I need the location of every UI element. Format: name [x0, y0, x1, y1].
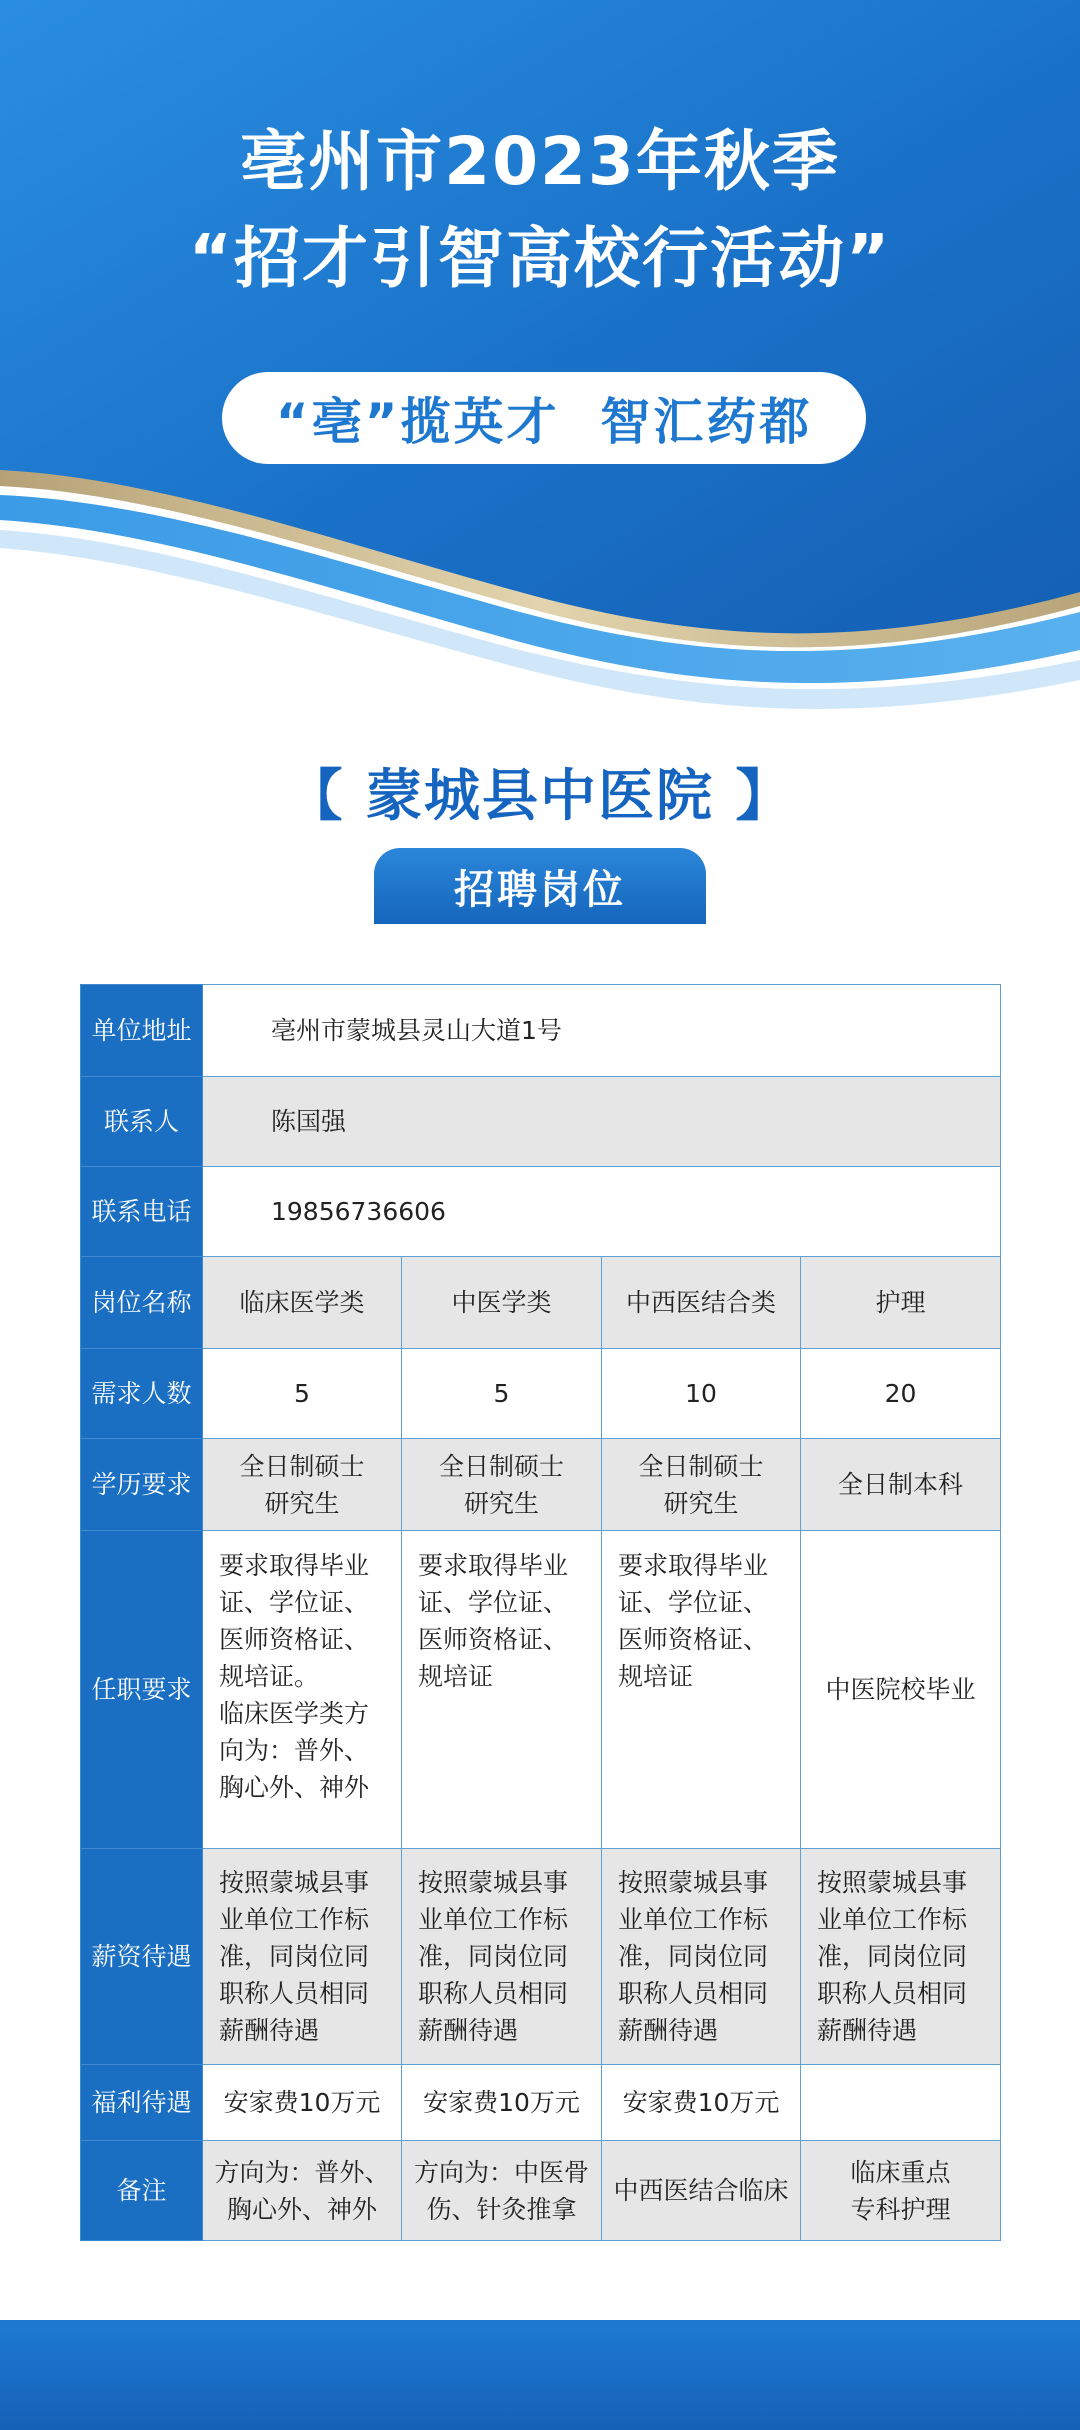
table-row-remarks: [81, 2141, 1001, 2241]
row-header-headcount: 需求人数: [81, 1349, 203, 1439]
requirements-cell: 要求取得毕业 证、学位证、 医师资格证、 规培证: [602, 1531, 801, 1849]
table-row-requirements: [81, 1531, 1001, 1849]
remarks-cell: 方向为：普外、 胸心外、神外: [203, 2141, 402, 2241]
salary-cell: 按照蒙城县事 业单位工作标 准，同岗位同 职称人员相同 薪酬待遇: [402, 1849, 602, 2065]
salary-cell: 按照蒙城县事 业单位工作标 准，同岗位同 职称人员相同 薪酬待遇: [203, 1849, 402, 2065]
requirements-cell: 要求取得毕业 证、学位证、 医师资格证、 规培证。 临床医学类方 向为：普外、 胸心外、神外: [203, 1531, 402, 1849]
row-header-contact: 联系人: [81, 1077, 203, 1167]
hospital-name: 【 蒙城县中医院 】: [286, 764, 794, 829]
row-header-phone: 联系电话: [81, 1167, 203, 1257]
salary-cell: 按照蒙城县事 业单位工作标 准，同岗位同 职称人员相同 薪酬待遇: [801, 1849, 1001, 2065]
phone-value: 19856736606: [203, 1167, 1001, 1257]
remarks-cell: 临床重点 专科护理: [801, 2141, 1001, 2241]
row-header-benefits: 福利待遇: [81, 2065, 203, 2141]
table-row-positions: [81, 1257, 1001, 1349]
row-header-positions: 岗位名称: [81, 1257, 203, 1349]
section-tab-label: 招聘岗位: [454, 866, 626, 913]
headcount-cell: 5: [402, 1349, 602, 1439]
benefits-cell: 安家费10万元: [402, 2065, 602, 2141]
requirements-cell: 中医院校毕业: [801, 1531, 1001, 1849]
row-header-education: 学历要求: [81, 1439, 203, 1531]
position-cell: 护理: [801, 1257, 1001, 1349]
table-row-address: [81, 985, 1001, 1077]
slogan-pill: [222, 372, 866, 464]
header-banner: [0, 0, 1080, 740]
position-cell: 临床医学类: [203, 1257, 402, 1349]
title-line-2: “招才引智高校行活动”: [188, 220, 892, 297]
table-row-benefits: [81, 2065, 1001, 2141]
remarks-cell: 方向为：中医骨 伤、针灸推拿: [402, 2141, 602, 2241]
contact-value: 陈国强: [203, 1077, 1001, 1167]
table-row-salary: [81, 1849, 1001, 2065]
education-cell: 全日制硕士 研究生: [402, 1439, 602, 1531]
table-row-education: [81, 1439, 1001, 1531]
education-cell: 全日制硕士 研究生: [602, 1439, 801, 1531]
row-header-requirements: 任职要求: [81, 1531, 203, 1849]
table-row-contact: [81, 1077, 1001, 1167]
table-row-phone: [81, 1167, 1001, 1257]
headcount-cell: 5: [203, 1349, 402, 1439]
headcount-cell: 10: [602, 1349, 801, 1439]
requirements-cell: 要求取得毕业 证、学位证、 医师资格证、 规培证: [402, 1531, 602, 1849]
position-cell: 中西医结合类: [602, 1257, 801, 1349]
position-cell: 中医学类: [402, 1257, 602, 1349]
address-value: 亳州市蒙城县灵山大道1号: [203, 985, 1001, 1077]
row-header-salary: 薪资待遇: [81, 1849, 203, 2065]
education-cell: 全日制本科: [801, 1439, 1001, 1531]
benefits-cell: [801, 2065, 1001, 2141]
salary-cell: 按照蒙城县事 业单位工作标 准，同岗位同 职称人员相同 薪酬待遇: [602, 1849, 801, 2065]
benefits-cell: 安家费10万元: [602, 2065, 801, 2141]
table-row-headcount: [81, 1349, 1001, 1439]
headcount-cell: 20: [801, 1349, 1001, 1439]
footer-band: [0, 2320, 1080, 2430]
recruitment-table: [80, 984, 1001, 2241]
benefits-cell: 安家费10万元: [203, 2065, 402, 2141]
row-header-address: 单位地址: [81, 985, 203, 1077]
education-cell: 全日制硕士 研究生: [203, 1439, 402, 1531]
row-header-remarks: 备注: [81, 2141, 203, 2241]
slogan-text: “亳”揽英才 智汇药都: [275, 393, 813, 451]
section-tab: [374, 848, 706, 924]
remarks-cell: 中西医结合临床: [602, 2141, 801, 2241]
title-line-1: 亳州市2023年秋季: [240, 123, 840, 200]
